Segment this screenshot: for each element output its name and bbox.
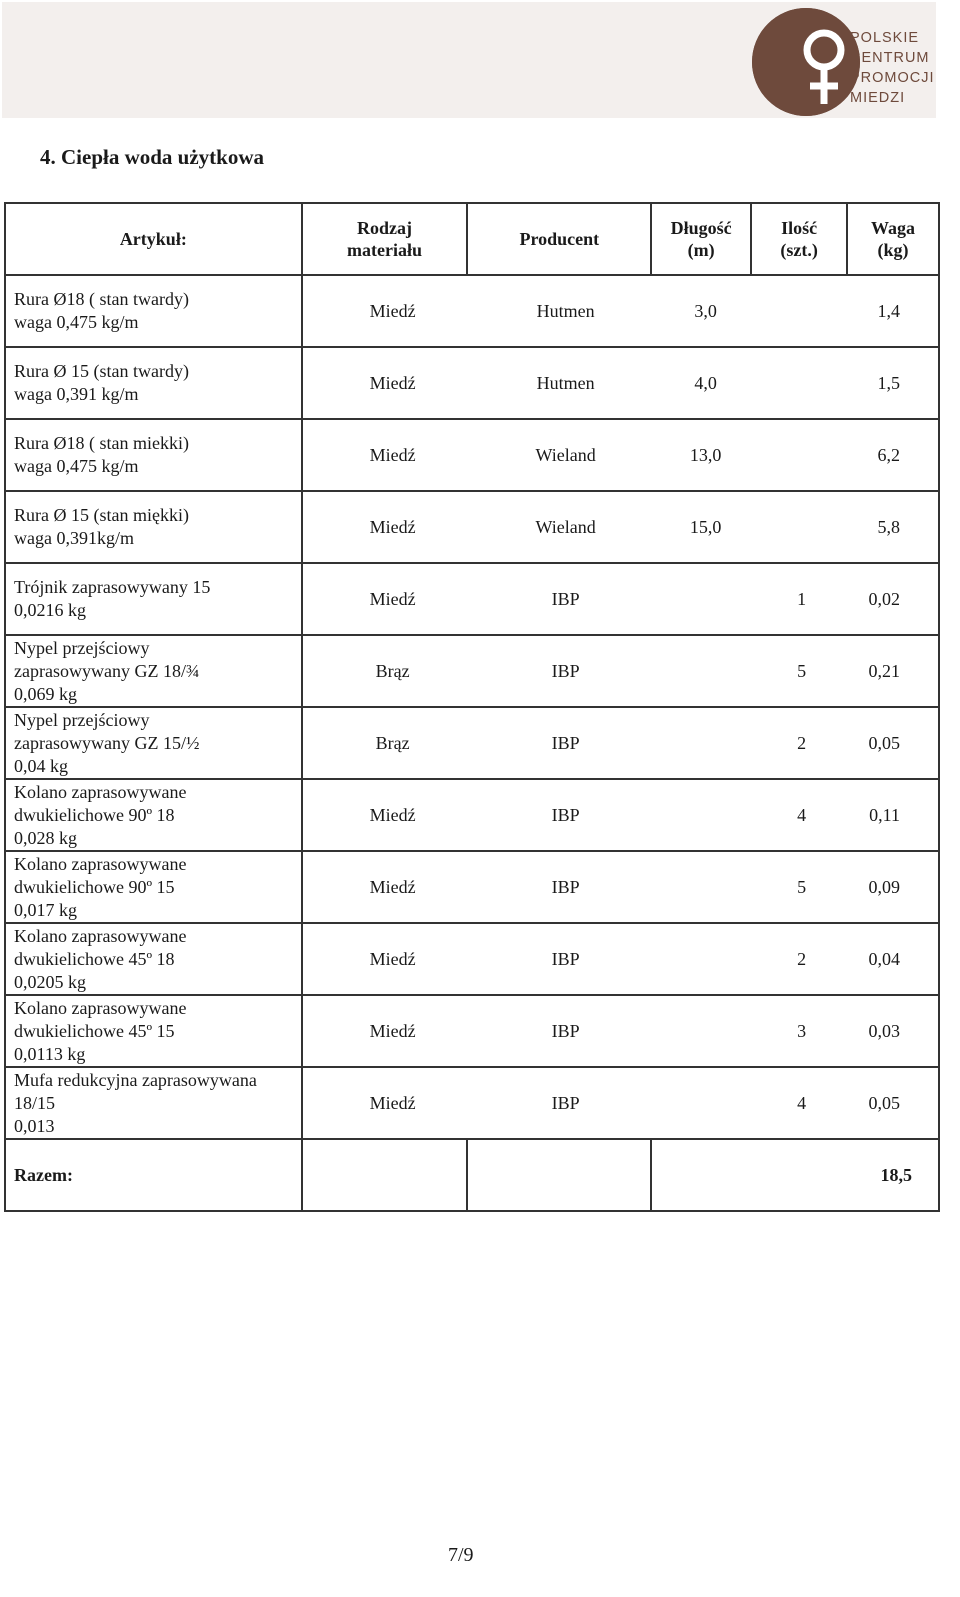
polskie-centrum-promocji-miedzi-logo: [752, 8, 934, 116]
material-value: Miedź: [369, 948, 416, 969]
table-row: [5, 347, 939, 419]
total-value: 18,5: [651, 1139, 939, 1211]
length-value: 15,0: [689, 516, 722, 537]
details-cell: [302, 347, 939, 419]
material-value: Brąz: [375, 732, 410, 753]
details-row: [311, 636, 930, 706]
header-weight: [847, 203, 939, 275]
material-value: Miedź: [369, 1092, 416, 1113]
table-row: [5, 635, 939, 707]
weight-value: 0,05: [868, 732, 900, 753]
details-cell: [302, 491, 939, 563]
header-article: Artykuł:: [5, 203, 302, 275]
header-line: (kg): [877, 240, 909, 260]
details-cell: [302, 995, 939, 1067]
table-row: [5, 275, 939, 347]
details-cell: [302, 419, 939, 491]
producer-value: IBP: [551, 660, 580, 681]
material-value: Miedź: [369, 372, 416, 393]
article-line: dwukielichowe 90º 18: [14, 804, 175, 825]
article-line: 0,0113 kg: [14, 1043, 86, 1064]
article-line: 18/15: [14, 1092, 56, 1113]
total-empty-cell: [467, 1139, 651, 1211]
article-line: zaprasowywany GZ 15/½: [14, 732, 200, 753]
article-line: dwukielichowe 90º 15: [14, 876, 175, 897]
quantity-value: 2: [797, 732, 807, 753]
header-line: Ilość: [781, 218, 818, 238]
copper-symbol-icon: [752, 8, 860, 116]
producer-value: IBP: [551, 1092, 580, 1113]
header-quantity: [751, 203, 847, 275]
article-line: waga 0,475 kg/m: [14, 456, 139, 476]
material-value: Miedź: [369, 300, 416, 321]
details-row: [311, 708, 930, 778]
details-row: [311, 348, 930, 418]
article-cell: [5, 491, 302, 563]
article-line: Kolano zaprasowywane: [14, 781, 187, 802]
table-row: [5, 707, 939, 779]
weight-value: 5,8: [877, 516, 900, 537]
article-cell: [5, 995, 302, 1067]
article-cell: [5, 923, 302, 995]
article-line: waga 0,475 kg/m: [14, 312, 139, 332]
article-line: Rura Ø 15 (stan twardy): [14, 361, 189, 381]
article-line: Rura Ø 15 (stan miękki): [14, 505, 189, 525]
material-value: Miedź: [369, 804, 416, 825]
header-line: materiału: [347, 240, 423, 260]
producer-value: IBP: [551, 588, 580, 609]
article-line: dwukielichowe 45º 15: [14, 1020, 175, 1041]
article-cell: [5, 275, 302, 347]
length-value: 13,0: [689, 444, 722, 465]
header-producer: Producent: [467, 203, 651, 275]
header-line: Długość: [670, 218, 732, 238]
weight-value: 0,11: [869, 804, 900, 825]
quantity-value: 1: [797, 588, 807, 609]
table-row: [5, 995, 939, 1067]
article-line: dwukielichowe 45º 18: [14, 948, 175, 969]
material-value: Miedź: [369, 588, 416, 609]
details-cell: [302, 563, 939, 635]
article-line: Nypel przejściowy: [14, 637, 150, 658]
producer-value: Hutmen: [536, 300, 595, 321]
items-table: [4, 202, 940, 1212]
details-row: [311, 276, 930, 346]
material-value: Miedź: [369, 1020, 416, 1041]
material-value: Miedź: [369, 516, 416, 537]
table-row: [5, 1067, 939, 1139]
weight-value: 1,5: [877, 372, 900, 393]
details-cell: [302, 851, 939, 923]
total-empty-cell: [302, 1139, 468, 1211]
article-cell: [5, 707, 302, 779]
article-line: Mufa redukcyjna zaprasowywana: [14, 1069, 257, 1090]
header-line: Waga: [871, 218, 916, 238]
table-row: [5, 923, 939, 995]
weight-value: 0,05: [868, 1092, 900, 1113]
weight-value: 0,21: [868, 660, 900, 681]
article-cell: [5, 779, 302, 851]
weight-value: 0,02: [868, 588, 900, 609]
producer-value: IBP: [551, 876, 580, 897]
details-row: [311, 924, 930, 994]
quantity-value: 4: [797, 804, 807, 825]
table-body: [5, 275, 939, 1139]
producer-value: IBP: [551, 804, 580, 825]
article-line: 0,0216 kg: [14, 600, 86, 620]
article-line: waga 0,391 kg/m: [14, 384, 139, 404]
table-row: [5, 563, 939, 635]
header-line: (m): [687, 240, 715, 260]
material-value: Miedź: [369, 876, 416, 897]
details-cell: [302, 635, 939, 707]
article-cell: [5, 851, 302, 923]
logo-line: MIEDZI: [850, 90, 906, 106]
details-row: [311, 1068, 930, 1138]
logo-line: POLSKIE: [850, 30, 920, 46]
details-row: [311, 780, 930, 850]
weight-value: 1,4: [877, 300, 900, 321]
producer-value: IBP: [551, 948, 580, 969]
details-cell: [302, 707, 939, 779]
article-line: Kolano zaprasowywane: [14, 853, 187, 874]
article-cell: [5, 1067, 302, 1139]
material-value: Miedź: [369, 444, 416, 465]
details-cell: [302, 275, 939, 347]
article-line: Kolano zaprasowywane: [14, 925, 187, 946]
article-line: Rura Ø18 ( stan twardy): [14, 289, 189, 309]
total-label: Razem:: [5, 1139, 302, 1211]
article-line: 0,0205 kg: [14, 971, 86, 992]
details-row: [311, 996, 930, 1066]
article-cell: [5, 563, 302, 635]
table-row: [5, 779, 939, 851]
article-line: Rura Ø18 ( stan miekki): [14, 433, 189, 453]
producer-value: Hutmen: [536, 372, 595, 393]
details-row: [311, 492, 930, 562]
section-title: 4. Ciepła woda użytkowa: [40, 145, 265, 169]
producer-value: IBP: [551, 1020, 580, 1041]
table-row: [5, 851, 939, 923]
length-value: 4,0: [694, 372, 717, 393]
details-cell: [302, 779, 939, 851]
article-cell: [5, 419, 302, 491]
weight-value: 0,04: [868, 948, 900, 969]
quantity-value: 5: [797, 660, 807, 681]
details-row: [311, 852, 930, 922]
page-number: 7/9: [448, 1544, 474, 1566]
logo-text: [850, 28, 935, 108]
weight-value: 0,03: [868, 1020, 900, 1041]
details-cell: [302, 923, 939, 995]
producer-value: Wieland: [535, 444, 596, 465]
quantity-value: 2: [797, 948, 807, 969]
article-cell: [5, 347, 302, 419]
table-row: [5, 419, 939, 491]
article-line: Nypel przejściowy: [14, 709, 150, 730]
article-line: 0,013: [14, 1115, 55, 1136]
material-value: Brąz: [375, 660, 410, 681]
article-line: 0,028 kg: [14, 827, 77, 848]
article-line: waga 0,391kg/m: [14, 528, 134, 548]
quantity-value: 4: [797, 1092, 807, 1113]
weight-value: 6,2: [877, 444, 900, 465]
header-line: Rodzaj: [357, 218, 413, 238]
table-row: [5, 491, 939, 563]
total-row: [5, 1139, 939, 1211]
article-cell: [5, 635, 302, 707]
article-line: Kolano zaprasowywane: [14, 997, 187, 1018]
article-line: 0,017 kg: [14, 899, 77, 920]
details-row: [311, 564, 930, 634]
article-line: 0,069 kg: [14, 683, 77, 704]
article-line: 0,04 kg: [14, 755, 68, 776]
header-material: [302, 203, 468, 275]
quantity-value: 3: [797, 1020, 807, 1041]
details-cell: [302, 1067, 939, 1139]
details-row: [311, 420, 930, 490]
weight-value: 0,09: [868, 876, 900, 897]
article-line: Trójnik zaprasowywany 15: [14, 577, 211, 597]
logo-line: CENTRUM: [850, 50, 930, 66]
length-value: 3,0: [694, 300, 717, 321]
producer-value: Wieland: [535, 516, 596, 537]
header-line: (szt.): [780, 240, 818, 260]
article-line: zaprasowywany GZ 18/¾: [14, 660, 200, 681]
table-header-row: [5, 203, 939, 275]
producer-value: IBP: [551, 732, 580, 753]
quantity-value: 5: [797, 876, 807, 897]
logo-line: PROMOCJI: [850, 70, 935, 86]
header-length: [651, 203, 751, 275]
